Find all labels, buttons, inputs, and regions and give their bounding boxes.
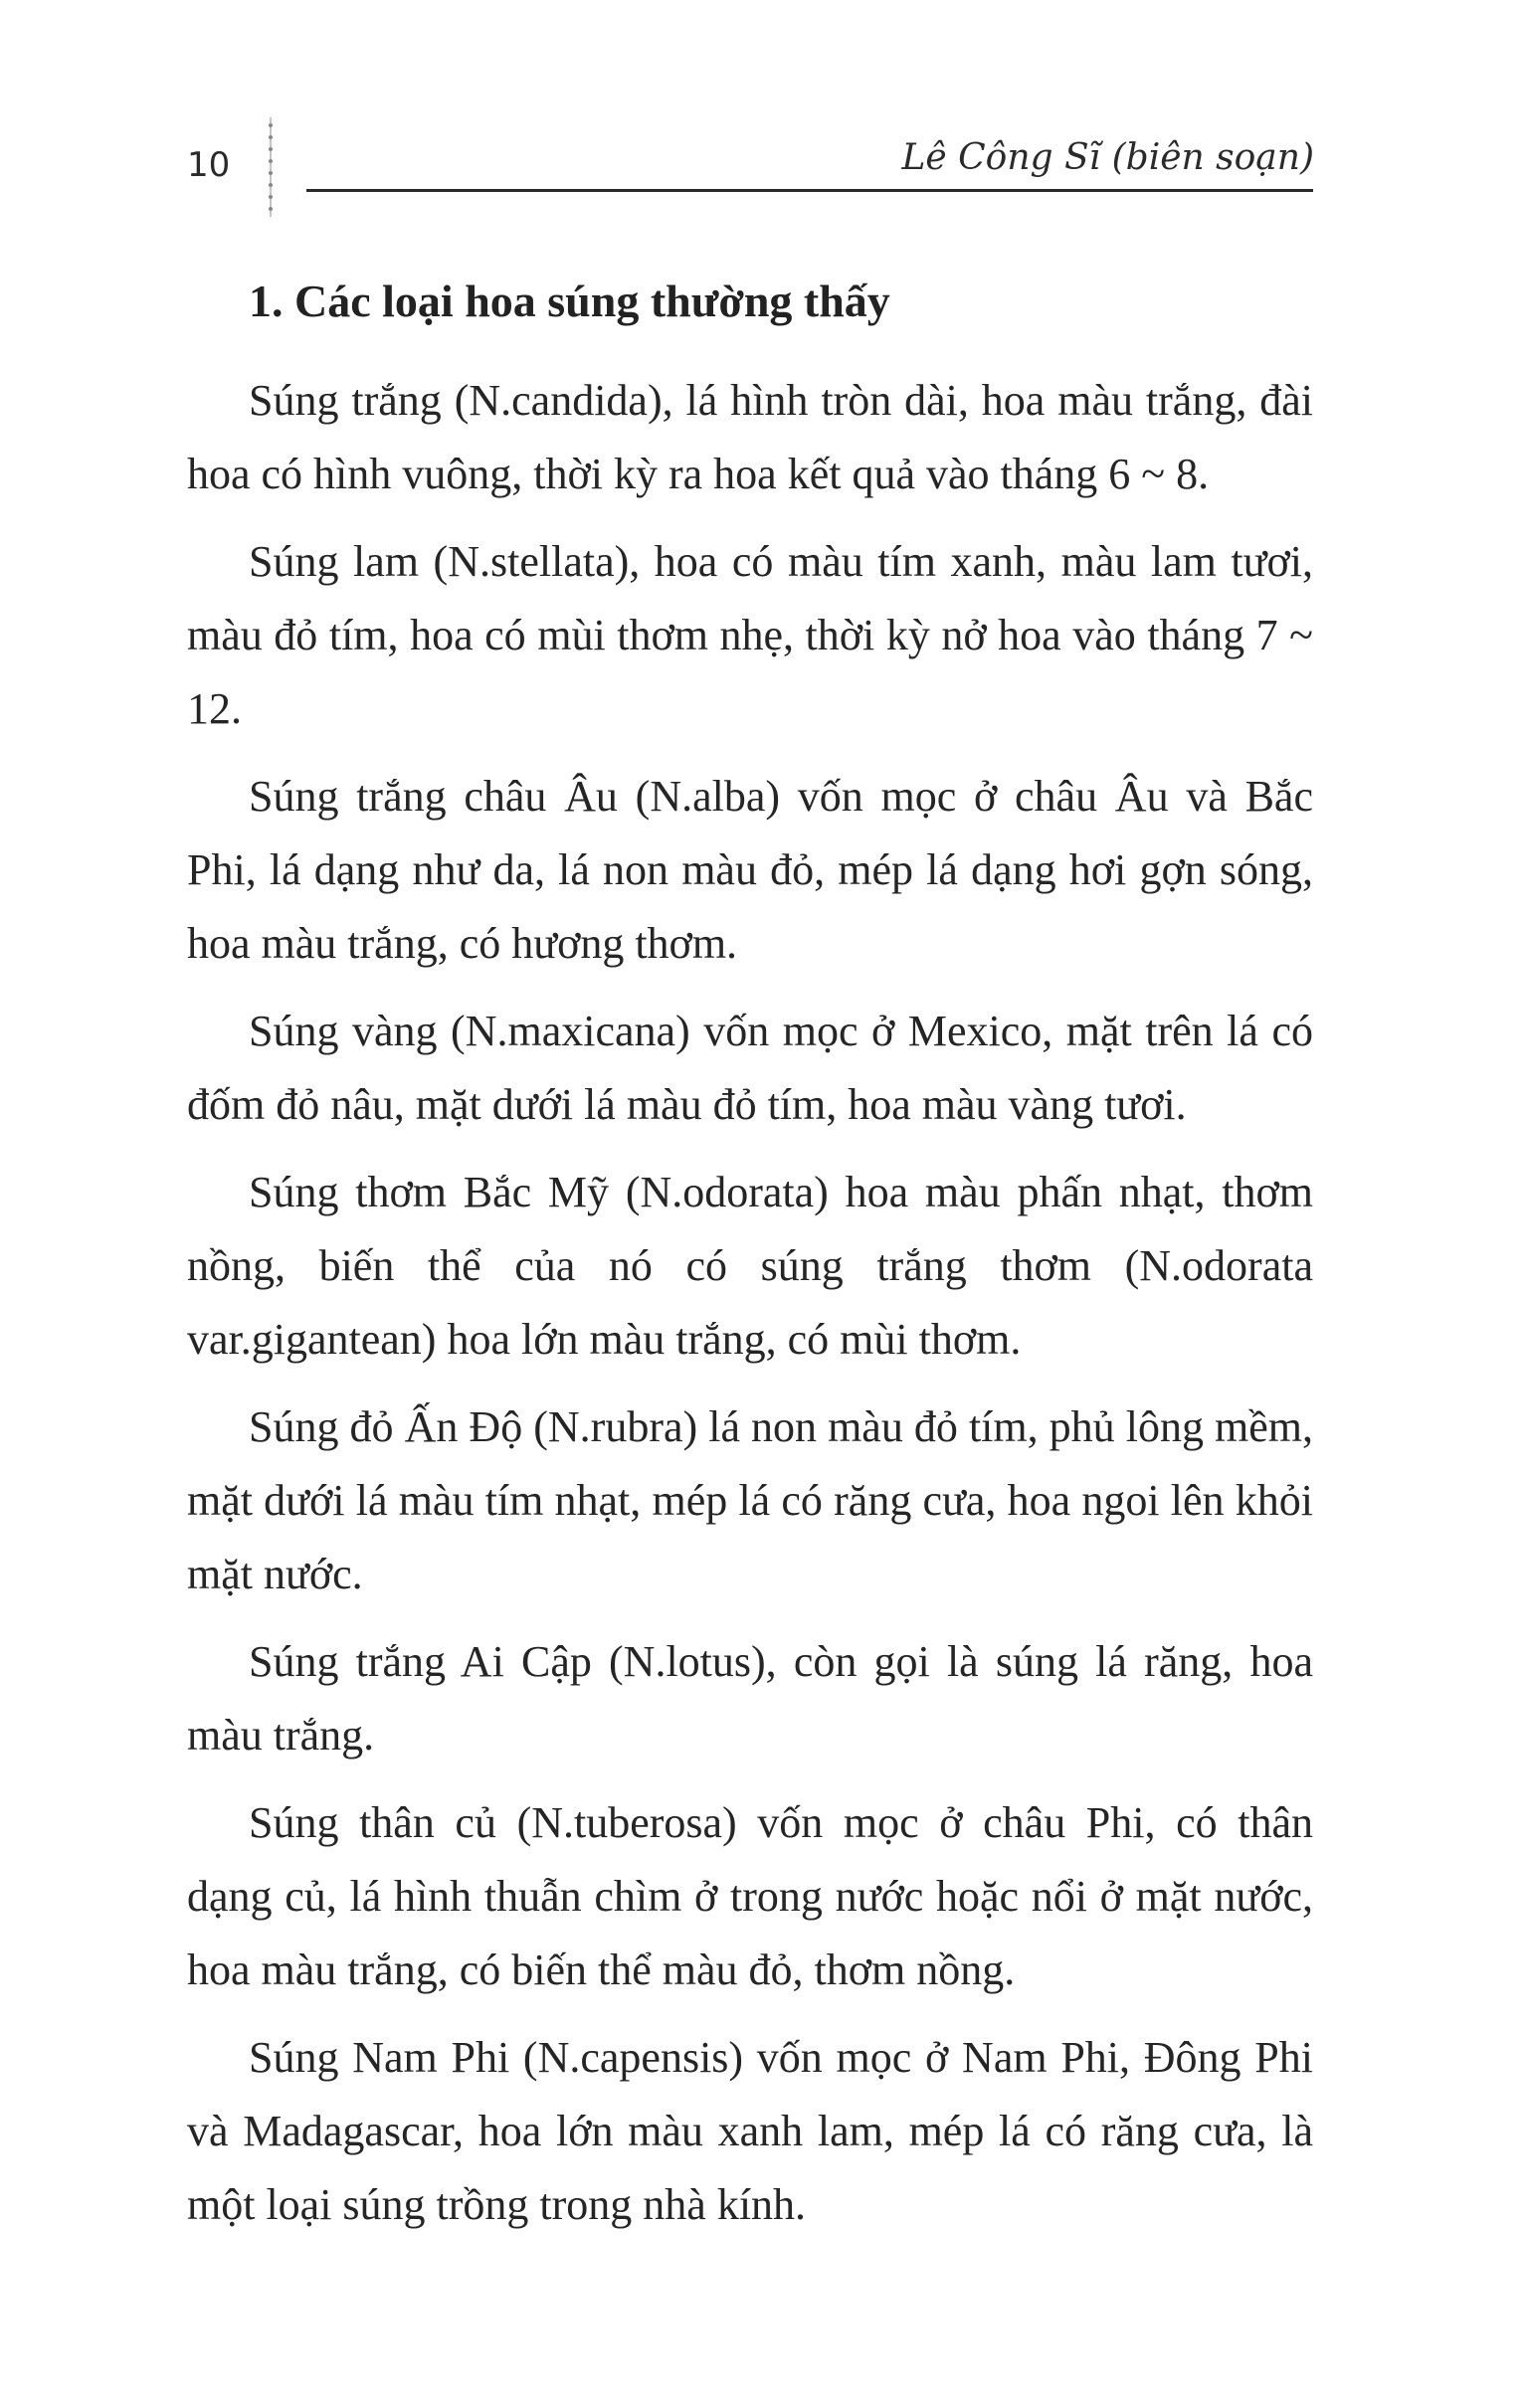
page-header [0, 0, 1527, 229]
paragraph-capensis: Súng Nam Phi (N.capensis) vốn mọc ở Nam Phi, Đông Phi và Madagascar, hoa lớn màu xanh lam, mép lá có răng cưa, là một loại súng trồng trong nhà kính. [187, 2033, 1313, 2229]
paragraph-rubra: Súng đỏ Ấn Độ (N.rubra) lá non màu đỏ tím, phủ lông mềm, mặt dưới lá màu tím nhạt, mép lá có răng cưa, hoa ngoi lên khỏi mặt nước. [187, 1402, 1313, 1598]
paragraph-odorata: Súng thơm Bắc Mỹ (N.odorata) hoa màu phấn nhạt, thơm nồng, biến thể của nó có súng trắng thơm (N.odorata var.gigantean) hoa lớn màu trắng, có mùi thơm. [187, 1168, 1313, 1364]
paragraph-tuberosa: Súng thân củ (N.tuberosa) vốn mọc ở châu Phi, có thân dạng củ, lá hình thuẫn chìm ở trong nước hoặc nổi ở mặt nước, hoa màu trắng, có biến thể màu đỏ, thơm nồng. [187, 1798, 1313, 1994]
running-header-author: Lê Công Sĩ (biên soạn) [901, 137, 1314, 178]
section-title: 1. Các loại hoa súng thường thấy [249, 276, 890, 326]
paragraph-maxicana: Súng vàng (N.maxicana) vốn mọc ở Mexico, mặt trên lá có đốm đỏ nâu, mặt dưới lá màu đỏ tím, hoa màu vàng tươi. [187, 1007, 1313, 1129]
page-number: 10 [187, 145, 231, 185]
header-rule [306, 189, 1313, 192]
decorative-divider-ornament [267, 117, 275, 217]
paragraph-stellata: Súng lam (N.stellata), hoa có màu tím xanh, màu lam tươi, màu đỏ tím, hoa có mùi thơm nhẹ, thời kỳ nở hoa vào tháng 7 ~ 12. [187, 537, 1313, 733]
page-content [187, 267, 1313, 2256]
paragraph-alba: Súng trắng châu Âu (N.alba) vốn mọc ở châu Âu và Bắc Phi, lá dạng như da, lá non màu đỏ, mép lá dạng hơi gợn sóng, hoa màu trắng, có hương thơm. [187, 772, 1313, 968]
paragraph-candida: Súng trắng (N.candida), lá hình tròn dài, hoa màu trắng, đài hoa có hình vuông, thời kỳ ra hoa kết quả vào tháng 6 ~ 8. [187, 376, 1313, 498]
paragraph-lotus: Súng trắng Ai Cập (N.lotus), còn gọi là súng lá răng, hoa màu trắng. [187, 1637, 1313, 1760]
